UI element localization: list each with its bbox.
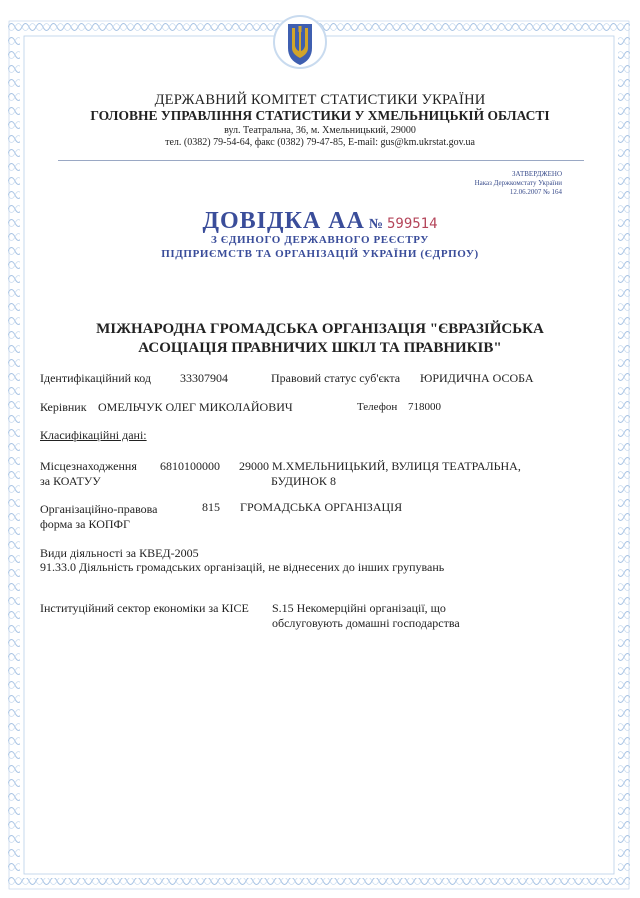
sector-value-2: обслуговують домашні господарства	[272, 616, 460, 630]
certificate-number: 599514	[386, 216, 438, 232]
classification-heading: Класифікаційні дані:	[40, 428, 147, 442]
agency-contacts: тел. (0382) 79-54-64, факс (0382) 79-47-85, E-mail: gus@km.ukrstat.gov.ua	[165, 137, 475, 148]
koatuu-code: 6810100000	[160, 459, 220, 473]
trident-emblem-icon	[270, 14, 330, 70]
sector-value-1: S.15 Некомерційні організації, що	[272, 601, 446, 615]
legal-status-value: ЮРИДИЧНА ОСОБА	[420, 371, 534, 385]
approval-order: Наказ Держкомстату України	[474, 179, 562, 187]
guilloche-border	[8, 20, 630, 890]
id-code-label: Ідентифікаційний код	[40, 371, 152, 385]
certificate-title	[0, 208, 640, 235]
phone-label: Телефон	[357, 401, 398, 413]
location-label-2: за КОАТУУ	[40, 474, 101, 488]
agency-address: вул. Театральна, 36, м. Хмельницький, 29000	[224, 125, 416, 136]
registry-subtitle-1: З ЄДИНОГО ДЕРЖАВНОГО РЕЄСТРУ	[211, 234, 429, 246]
department-name: ГОЛОВНЕ УПРАВЛІННЯ СТАТИСТИКИ У ХМЕЛЬНИЦЬКІЙ ОБЛАСТІ	[90, 108, 550, 123]
phone-value: 718000	[408, 401, 441, 413]
activities-label: Види діяльності за КВЕД-2005	[40, 546, 199, 560]
id-code-value: 33307904	[180, 371, 228, 385]
organization-name-line-1: МІЖНАРОДНА ГРОМАДСЬКА ОРГАНІЗАЦІЯ "ЄВРАЗІЙСЬКА	[96, 321, 544, 337]
legal-form-label-2: форма за КОПФГ	[40, 517, 130, 531]
location-value-2: БУДИНОК 8	[271, 474, 336, 488]
header-divider	[58, 160, 584, 161]
kopfg-code: 815	[202, 500, 220, 514]
registry-subtitle-2: ПІДПРИЄМСТВ ТА ОРГАНІЗАЦІЙ УКРАЇНИ (ЄДРПОУ)	[161, 248, 479, 260]
legal-form-value: ГРОМАДСЬКА ОРГАНІЗАЦІЯ	[240, 500, 403, 514]
certificate-series: ДОВІДКА АА	[202, 208, 365, 234]
agency-name: ДЕРЖАВНИЙ КОМІТЕТ СТАТИСТИКИ УКРАЇНИ	[154, 92, 486, 108]
head-value: ОМЕЛЬЧУК ОЛЕГ МИКОЛАЙОВИЧ	[98, 400, 293, 414]
approval-label: ЗАТВЕРДЖЕНО	[512, 170, 562, 178]
sector-label: Інституційний сектор економіки за КІСЕ	[40, 601, 249, 615]
legal-status-label: Правовий статус суб'єкта	[271, 371, 401, 385]
location-value-1: 29000 М.ХМЕЛЬНИЦЬКИЙ, ВУЛИЦЯ ТЕАТРАЛЬНА,	[239, 459, 521, 473]
activities-value: 91.33.0 Діяльність громадських організацій, не віднесених до інших групувань	[40, 560, 445, 574]
number-sign: №	[368, 217, 383, 232]
legal-form-label-1: Організаційно-правова	[40, 502, 158, 516]
head-label: Керівник	[40, 400, 87, 414]
location-label-1: Місцезнаходження	[40, 459, 137, 473]
organization-name-line-2: АСОЦІАЦІЯ ПРАВНИЧИХ ШКІЛ ТА ПРАВНИКІВ"	[138, 340, 502, 356]
approval-date: 12.06.2007 № 164	[509, 188, 562, 196]
